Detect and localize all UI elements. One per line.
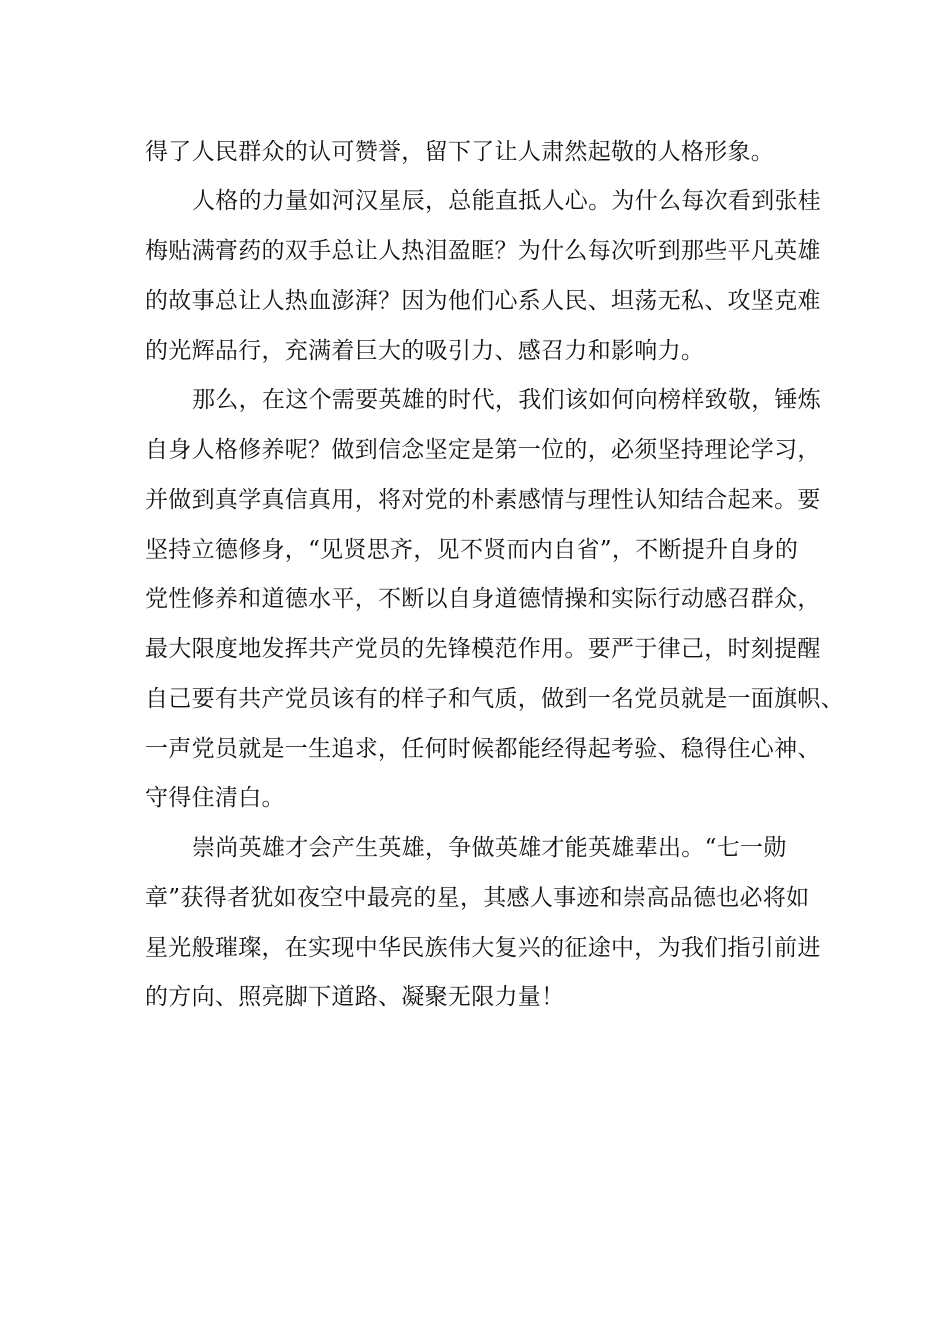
text-line: 坚持立德修身，“见贤思齐，见不贤而内自省”，不断提升自身的 xyxy=(145,537,799,563)
text-line: 星光般璀璨，在实现中华民族伟大复兴的征途中，为我们指引前进 xyxy=(145,935,821,961)
text-line: 梅贴满膏药的双手总让人热泪盈眶？为什么每次听到那些平凡英雄 xyxy=(145,238,821,264)
text-line: 的故事总让人热血澎湃？因为他们心系人民、坦荡无私、攻坚克难 xyxy=(145,288,821,314)
text-line: 的光辉品行，充满着巨大的吸引力、感召力和影响力。 xyxy=(145,338,705,364)
text-line: 党性修养和道德水平，不断以自身道德情操和实际行动感召群众， xyxy=(145,586,821,612)
text-line: 自身人格修养呢？做到信念坚定是第一位的，必须坚持理论学习， xyxy=(145,437,821,463)
text-line: 的方向、照亮脚下道路、凝聚无限力量！ xyxy=(145,984,565,1010)
text-line: 并做到真学真信真用，将对党的朴素感情与理性认知结合起来。要 xyxy=(145,487,821,513)
text-line: 最大限度地发挥共产党员的先锋模范作用。要严于律己，时刻提醒 xyxy=(145,636,821,662)
text-line: 章”获得者犹如夜空中最亮的星，其感人事迹和崇高品德也必将如 xyxy=(145,885,810,911)
text-line: 那么，在这个需要英雄的时代，我们该如何向榜样致敬，锤炼 xyxy=(192,387,822,413)
text-line: 人格的力量如河汉星辰，总能直抵人心。为什么每次看到张桂 xyxy=(192,188,822,214)
text-line: 得了人民群众的认可赞誉，留下了让人肃然起敬的人格形象。 xyxy=(145,139,775,165)
text-line: 自己要有共产党员该有的样子和气质，做到一名党员就是一面旗帜、 xyxy=(145,686,844,712)
text-line: 一声党员就是一生追求，任何时候都能经得起考验、稳得住心神、 xyxy=(145,736,821,762)
text-line: 崇尚英雄才会产生英雄，争做英雄才能英雄辈出。“七一勋 xyxy=(192,835,787,861)
text-line: 守得住清白。 xyxy=(145,785,285,811)
